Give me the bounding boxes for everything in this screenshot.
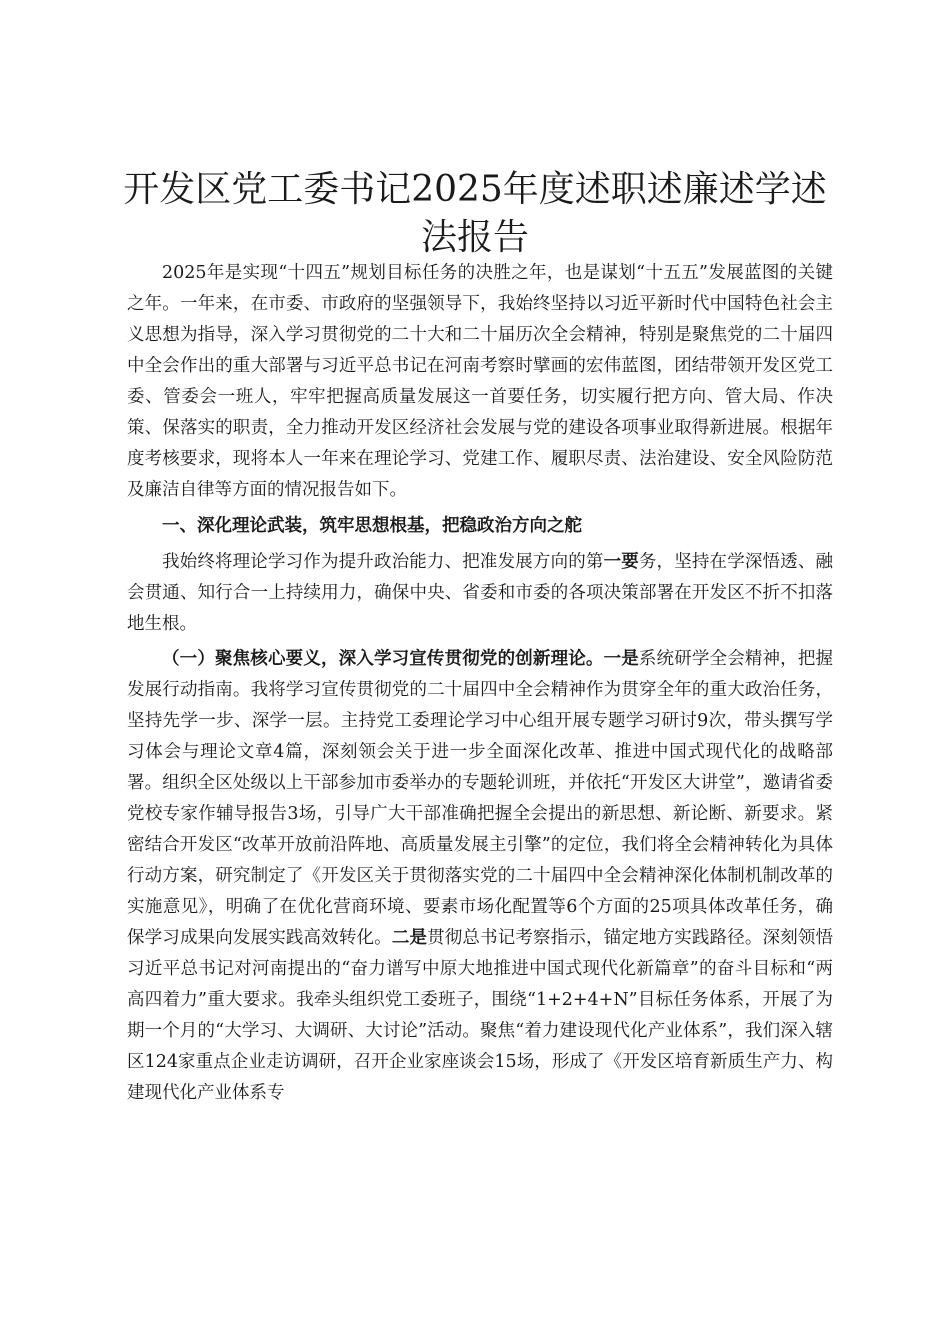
- point-1-label: 一是: [603, 649, 639, 669]
- section-1-text-a: 我始终将理论学习作为提升政治能力、把准发展方向的第: [162, 552, 604, 572]
- document-title: 开发区党工委书记2025年度述职述廉述学述法报告: [123, 169, 827, 258]
- section-1-bold-text: 一要: [603, 552, 639, 572]
- section-1-text-b: 务，坚持在学深悟透、融会贯通、知行合一上持续用力，确保中央、省委和市委的各项决策部署在开发区不折不扣落地生根。: [127, 552, 834, 634]
- point-2-text: 贯彻总书记考察指示，锚定地方实践路径。深刻领悟习近平总书记对河南提出的“奋力谱写中原大地推进中国式现代化新篇章”的奋斗目标和“两高四着力”重大要求。我牵头组织党工委班子，围绕“1+2+4+N”目标任务体系，开展了为期一个月的“大学习、大调研、大讨论”活动。聚焦“着力建设现代化产业体系”，我们深入辖区124家重点企业走访调研，召开企业家座谈会15场，形成了《开发区培育新质生产力、构建现代化产业体系专: [127, 928, 834, 1103]
- section-1-paragraph: [127, 547, 833, 640]
- point-2-label: 二是: [391, 928, 428, 948]
- subsection-1-paragraph: [127, 644, 833, 1109]
- intro-paragraph: 2025年是实现“十四五”规划目标任务的决胜之年，也是谋划“十五五”发展蓝图的关键之年。一年来，在市委、市政府的坚强领导下，我始终坚持以习近平新时代中国特色社会主义思想为指导，深入学习贯彻党的二十大和二十届历次全会精神，特别是聚焦党的二十届四中全会作出的重大部署与习近平总书记在河南考察时擘画的宏伟蓝图，团结带领开发区党工委、管委会一班人，牢牢把握高质量发展这一首要任务，切实履行把方向、管大局、作决策、保落实的职责，全力推动开发区经济社会发展与党的建设各项事业取得新进展。根据年度考核要求，现将本人一年来在理论学习、党建工作、履职尽责、法治建设、安全风险防范及廉洁自律等方面的情况报告如下。: [127, 263, 833, 500]
- document-body: [127, 258, 833, 1109]
- subsection-1-heading: （一）聚焦核心要义，深入学习宣传贯彻党的创新理论。: [162, 649, 604, 669]
- section-1-heading: 一、深化理论武装，筑牢思想根基，把稳政治方向之舵: [162, 516, 582, 536]
- point-1-text: 系统研学全会精神，把握发展行动指南。我将学习宣传贯彻党的二十届四中全会精神作为贯穿全年的重大政治任务，坚持先学一步、深学一层。主持党工委理论学习中心组开展专题学习研讨9次，带头撰写学习体会与理论文章4篇，深刻领会关于进一步全面深化改革、推进中国式现代化的战略部署。组织全区处级以上干部参加市委举办的专题轮训班，并依托“开发区大讲堂”，邀请省委党校专家作辅导报告3场，引导广大干部准确把握全会提出的新思想、新论断、新要求。紧密结合开发区“改革开放前沿阵地、高质量发展主引擎”的定位，我们将全会精神转化为具体行动方案，研究制定了《开发区关于贯彻落实党的二十届四中全会精神深化体制机制改革的实施意见》，明确了在优化营商环境、要素市场化配置等6个方面的25项具体改革任务，确保学习成果向发展实践高效转化。: [127, 649, 834, 948]
